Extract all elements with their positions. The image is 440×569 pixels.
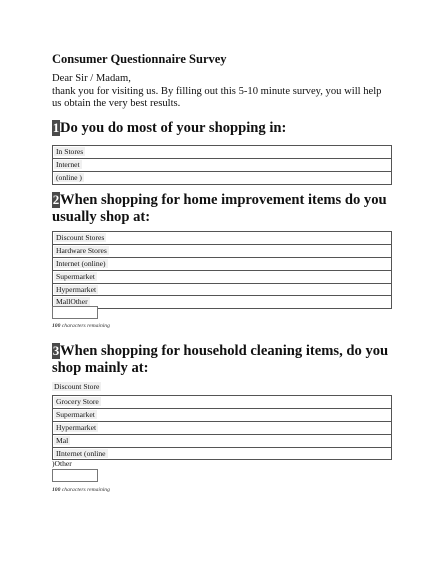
option-hypermarket[interactable]: Hypermarket [52, 284, 392, 297]
option-internet-online[interactable]: IInternet (online [52, 448, 392, 461]
question-1 [52, 120, 397, 137]
question-number: 2 [52, 192, 60, 207]
question-text: When shopping for home improvement items do you usually shop at: [52, 192, 387, 225]
page-title: Consumer Questionnaire Survey [52, 52, 227, 66]
option-hypermarket[interactable]: Hypermarket [52, 422, 392, 435]
option-supermarket[interactable]: Supermarket [52, 409, 392, 422]
option-online[interactable]: (online ) [52, 172, 392, 185]
intro-paragraph: thank you for visiting us. By filling out this 5-10 minute survey, you will help us obtain the very best results. [52, 85, 382, 109]
other-label: )Other [52, 459, 72, 468]
question-1-options [52, 145, 392, 185]
option-mall-other[interactable]: MallOther [52, 296, 392, 309]
other-text-input[interactable] [52, 469, 98, 482]
option-mal[interactable]: Mal [52, 435, 392, 448]
greeting: Dear Sir / Madam, [52, 73, 131, 84]
option-discount-store[interactable]: Discount Store [54, 382, 100, 391]
option-grocery-store[interactable]: Grocery Store [52, 396, 392, 409]
question-3 [52, 343, 397, 377]
option-internet[interactable]: Internet [52, 159, 392, 172]
option-supermarket[interactable]: Supermarket [52, 271, 392, 284]
question-3-options [52, 395, 392, 460]
characters-remaining: 100 characters remaining [52, 323, 110, 329]
question-2-options [52, 231, 392, 309]
question-text: Do you do most of your shopping in: [60, 120, 287, 136]
other-text-input[interactable] [52, 306, 98, 319]
question-2 [52, 192, 397, 226]
intro-text [52, 73, 392, 111]
option-hardware-stores[interactable]: Hardware Stores [52, 245, 392, 258]
question-text: When shopping for household cleaning items, do you shop mainly at: [52, 343, 389, 376]
characters-remaining: 100 characters remaining [52, 487, 110, 493]
question-number: 3 [52, 343, 60, 358]
option-internet-online[interactable]: Internet (online) [52, 258, 392, 271]
option-in-stores[interactable]: In Stores [52, 146, 392, 159]
option-discount-stores[interactable]: Discount Stores [52, 232, 392, 245]
question-number: 1 [52, 120, 60, 135]
